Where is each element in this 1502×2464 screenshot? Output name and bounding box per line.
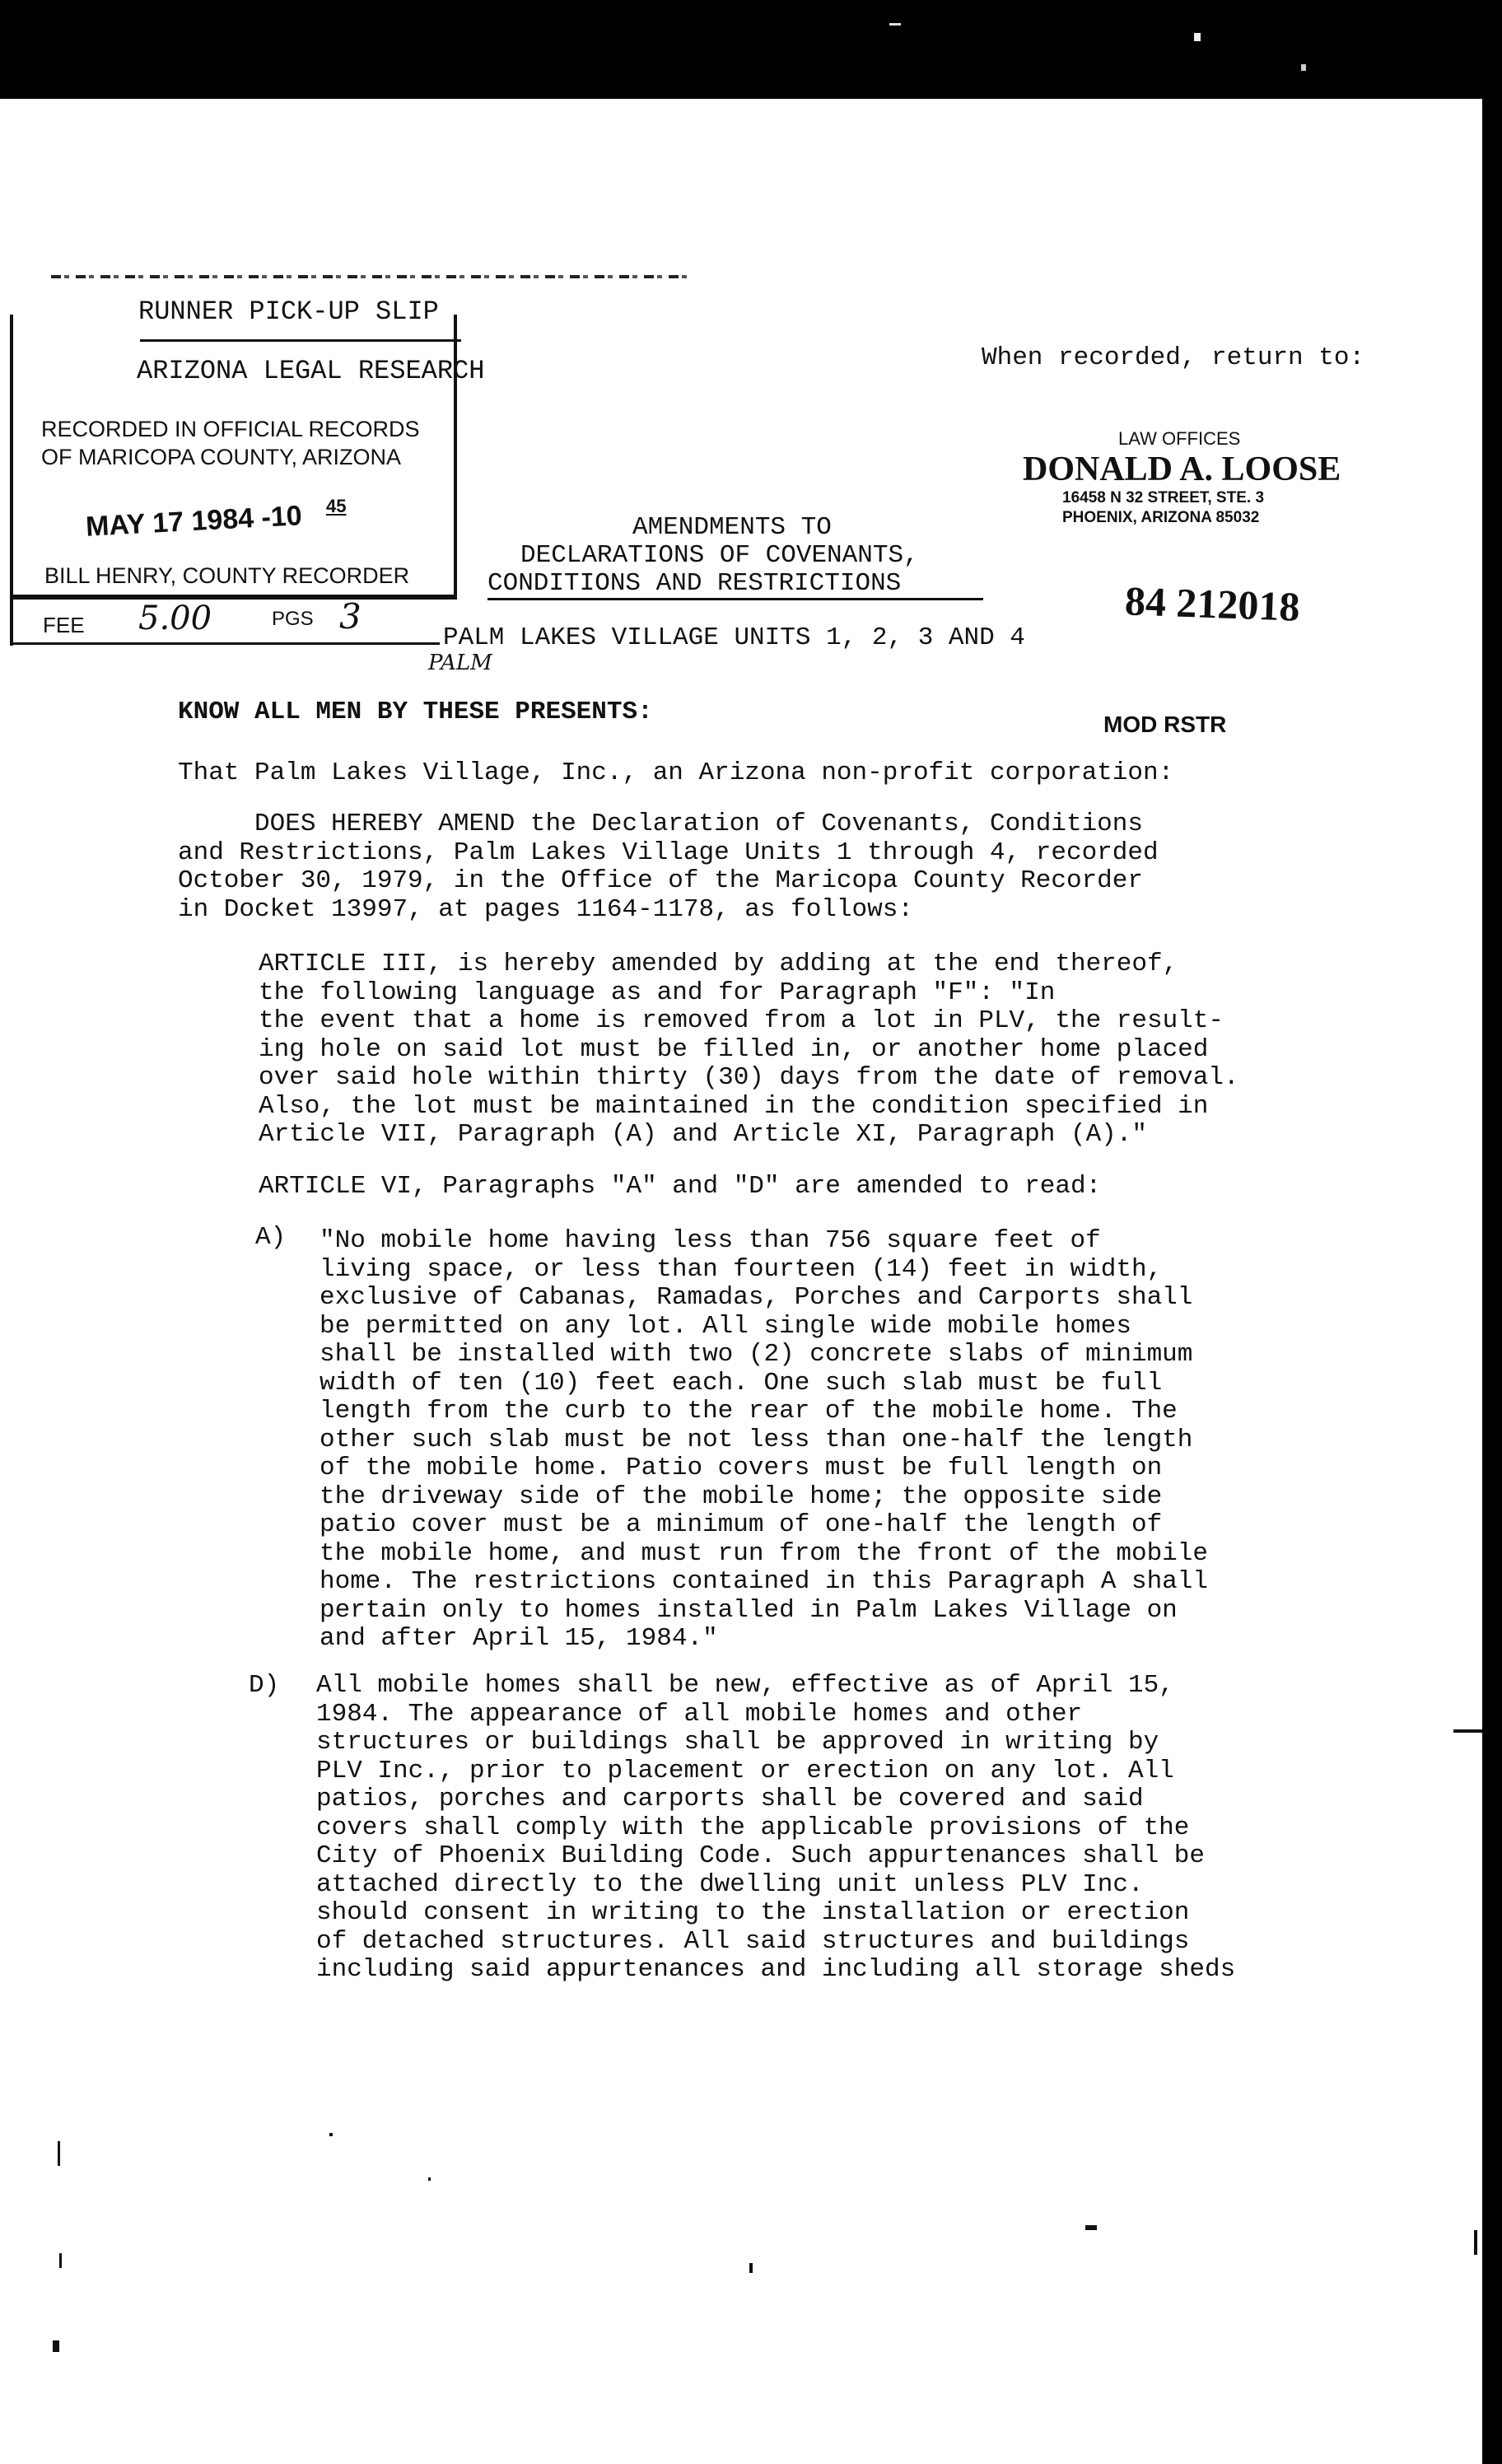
scan-speck [58,2141,60,2166]
legal-research-label: ARIZONA LEGAL RESEARCH [137,356,485,386]
recorder-stamp-box [10,315,457,600]
stamp-time-mark: 45 [326,496,347,516]
when-recorded-label: When recorded, return to: [982,343,1365,372]
scan-speck [1301,64,1306,71]
paragraph-d-label: D) [249,1671,280,1700]
attorney-name: DONALD A. LOOSE [1023,450,1341,488]
runner-slip-label: RUNNER PICK-UP SLIP [138,296,439,327]
title-underline [487,598,983,600]
paragraph-a-text: "No mobile home having less than 756 square feet of living space, or less than fourteen (14) feet in width, exclusive of Cabanas, Ramadas, Porches and Carports shall be permitted on any lot. All single wide mobile homes shall be installed with two (2) concrete slabs of minimum width of ten (10) feet each. One such slab must be full length from the curb to the rear of the mobile home. The other such slab must be not less than one-half the length of the mobile home. Patio covers must be full length on the driveway side of the mobile home; the opposite side patio cover must be a minimum of one-half the length of the mobile home, and must run from the front of the mobile home. The restrictions contained in this Paragraph A shall pertain only to homes installed in Palm Lakes Village on and after April 15, 1984." [320,1226,1208,1653]
paragraph-d-text: All mobile homes shall be new, effective as of April 15, 1984. The appearance of all mobile homes and other structures or buildings shall be approved in writing by PLV Inc., prior to placement or erection on any lot. All patios, porches and carports shall be covered and said covers shall comply with the applicable provisions of the City of Phoenix Building Code. Such appurtenances shall be attached directly to the dwelling unit unless PLV Inc. should consent in writing to the installation or erection of detached structures. All said structures and buildings including said appurtenances and including all storage sheds [316,1671,1236,1984]
article-3-paragraph: ARTICLE III, is hereby amended by adding at the end thereof, the following language as and for Paragraph "F": "In the event that a home is removed from a lot in PLV, the result- ing hole on said lot must be filled in, or another home placed over said hole within thirty (30) days from the date of removal. Also, the lot must be maintained in the condition specified in Article VII, Paragraph (A) and Article XI, Paragraph (A)." [259,950,1239,1149]
stamp-line-2: OF MARICOPA COUNTY, ARIZONA [41,445,402,469]
scan-speck [59,2253,62,2268]
scan-speck [1474,2230,1477,2255]
scan-speck [1453,1729,1482,1733]
attorney-address-1: 16458 N 32 STREET, STE. 3 [1062,489,1265,506]
scan-speck [428,2177,431,2181]
amend-paragraph: DOES HEREBY AMEND the Declaration of Covenants, Conditions and Restrictions, Palm Lakes Village Units 1 through 4, recorded October 30, 1979, in the Office of the Maricopa County Recorder in Docket 13997, at pages 1164-1178, as follows: [178,810,1159,924]
stamp-line-1: RECORDED IN OFFICIAL RECORDS [41,417,420,441]
stamp-pgs-label: PGS [272,608,314,630]
scan-speck [53,2340,59,2352]
title-line-4: PALM LAKES VILLAGE UNITS 1, 2, 3 AND 4 [443,623,1025,652]
title-handwritten: PALM [428,651,492,675]
mod-note: MOD RSTR [1103,712,1227,737]
stamp-date: MAY 17 1984 -10 [85,500,303,543]
scan-speck [329,2133,333,2136]
scan-speck [889,23,901,26]
intro-line: That Palm Lakes Village, Inc., an Arizona non-profit corporation: [178,758,1174,787]
stamp-fee-label: FEE [43,613,85,637]
stamp-divider [13,595,454,597]
attorney-address-2: PHOENIX, ARIZONA 85032 [1062,509,1260,526]
recording-number: 84 212018 [1124,577,1301,630]
stamp-left-border [10,596,13,646]
scribble-line [51,275,693,278]
stamp-recorder: BILL HENRY, COUNTY RECORDER [44,563,410,588]
know-all-heading: KNOW ALL MEN BY THESE PRESENTS: [178,698,653,726]
law-offices-label: LAW OFFICES [1118,428,1241,449]
stamp-fee-underline [12,642,440,645]
scan-speck [1194,33,1201,41]
title-line-2: DECLARATIONS OF COVENANTS, [520,541,919,570]
article-6-heading: ARTICLE VI, Paragraphs "A" and "D" are amended to read: [259,1172,1102,1201]
scan-speck [1085,2225,1097,2230]
title-line-1: AMENDMENTS TO [632,513,832,542]
scan-speck [749,2263,753,2273]
paragraph-a-label: A) [255,1223,287,1252]
title-line-3: CONDITIONS AND RESTRICTIONS [487,569,902,598]
stamp-fee-value: 5.00 [138,600,212,637]
stamp-pgs-value: 3 [339,596,362,637]
